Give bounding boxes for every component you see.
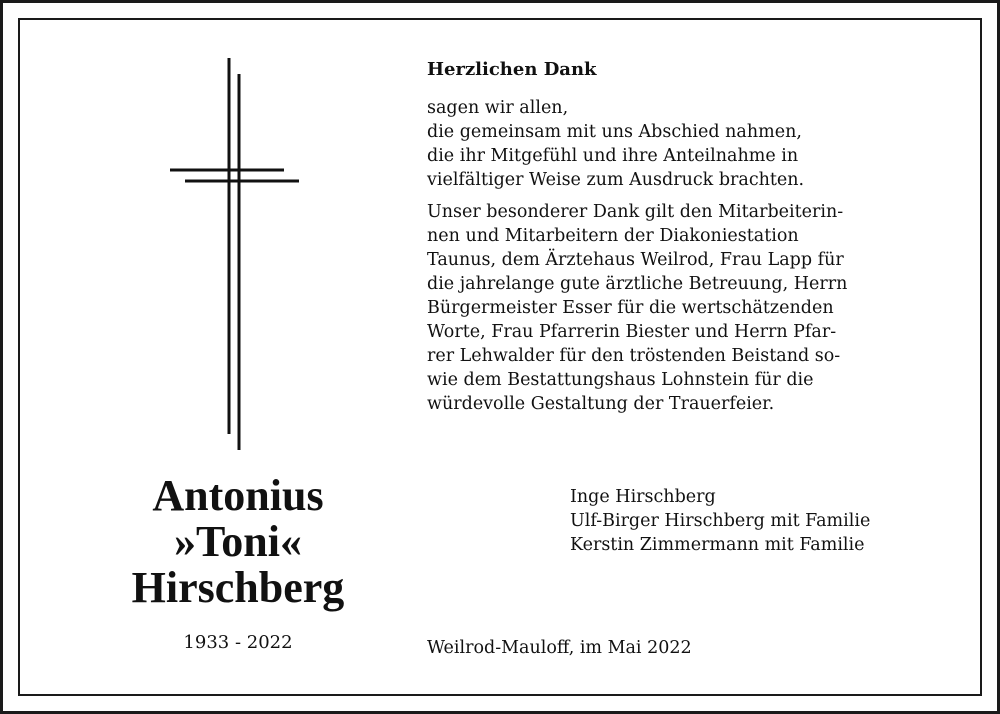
obituary-notice [3,3,997,711]
thanks-text [427,58,957,424]
life-years: 1933 - 2022 [183,632,293,653]
place-date: Weilrod-Mauloff, im Mai 2022 [427,638,692,658]
thanks-heading: Herzlichen Dank [427,59,597,80]
signatories [570,485,980,557]
deceased-name [98,473,378,611]
signatory: Kerstin Zimmermann mit Familie [570,535,865,555]
thanks-paragraph-2: Unser besonderer Dank gilt den Mitarbeiterin- nen und Mitarbeitern der Diakoniestation Taunus, dem Ärztehaus Weilrod, Frau Lapp für die jahrelange gute ärztliche Betreuung, Herrn Bürgermeister Esser für die wertschätzenden Worte, Frau Pfarrerin Biester und Herrn Pfar- rer Lehwalder für den tröstenden Beistand so- wie dem Bestattungshaus Lohnstein für die würdevolle Gestaltung der Trauerfeier. [427,202,848,414]
first-name: Antonius [152,471,324,520]
signatory: Ulf-Birger Hirschberg mit Familie [570,511,871,531]
thanks-paragraph-1: sagen wir allen, die gemeinsam mit uns Abschied nahmen, die ihr Mitgefühl und ihre Anteilnahme in vielfältiger Weise zum Ausdruck brachten. [427,98,805,190]
last-name: Hirschberg [131,563,345,612]
signatory: Inge Hirschberg [570,487,716,507]
nickname: »Toni« [173,517,302,566]
